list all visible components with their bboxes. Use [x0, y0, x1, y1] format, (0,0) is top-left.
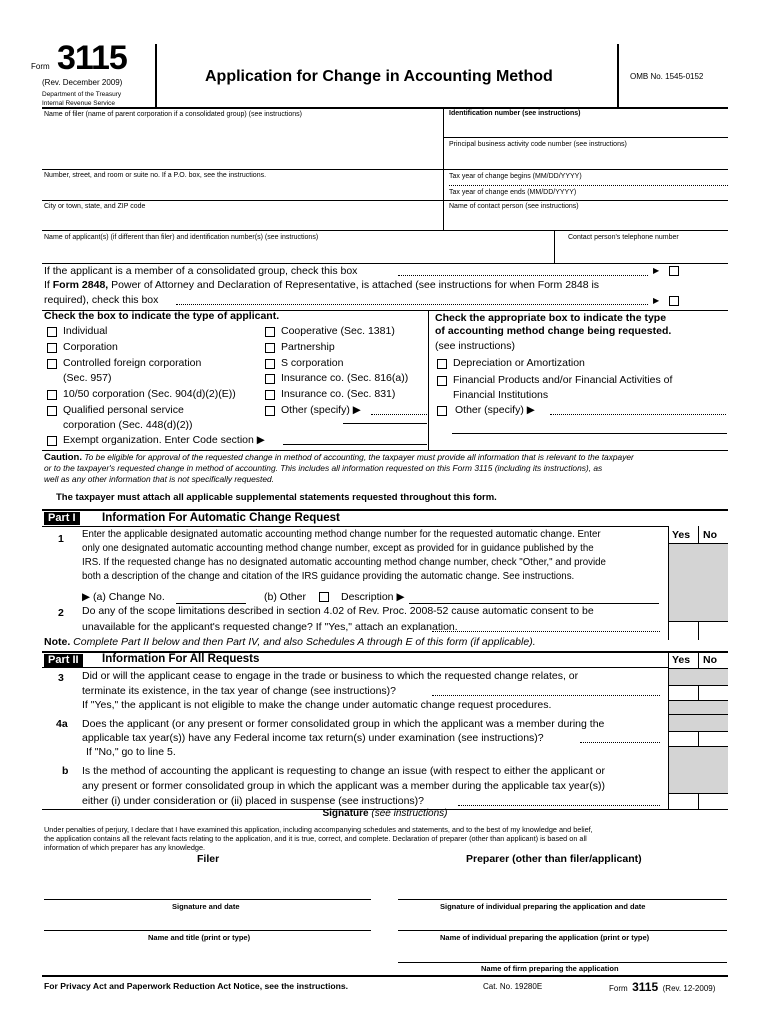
- form2848-text: If Form 2848, Power of Attorney and Declaration of Representative, is attached (see instructions for when Form 2848 is: [44, 279, 600, 291]
- corporation-checkbox[interactable]: [47, 343, 57, 353]
- contact-name-field[interactable]: [449, 212, 727, 230]
- individual-checkbox[interactable]: [47, 327, 57, 337]
- q4a-number: 4a: [56, 718, 68, 730]
- q3-number: 3: [58, 672, 64, 684]
- contact-phone-field[interactable]: [560, 243, 726, 261]
- cfc-sec-label: (Sec. 957): [63, 372, 112, 384]
- change-type-heading2: of accounting method change being requested.: [435, 325, 672, 337]
- part2-label: Part II: [44, 654, 83, 667]
- id-number-field[interactable]: [449, 120, 727, 136]
- exempt-org-label: Exempt organization. Enter Code section ▶: [63, 434, 265, 446]
- q4b-no-box[interactable]: [699, 794, 728, 809]
- name-title-label: Name and title (print or type): [148, 933, 251, 942]
- tax-year-ends-label: Tax year of change ends (MM/DD/YYYY): [449, 189, 577, 196]
- preparer-heading: Preparer (other than filer/applicant): [466, 853, 642, 865]
- perjury-line3: information of which preparer has any knowledge.: [44, 843, 206, 852]
- perjury-line1: Under penalties of perjury, I declare that I have examined this application, including accompanying schedules and statements, and to the best of my knowledge and belief,: [44, 825, 593, 834]
- qps-checkbox[interactable]: [47, 406, 57, 416]
- q4a-line3: If "No," go to line 5.: [86, 746, 176, 758]
- q4b-yes-box[interactable]: [669, 794, 698, 809]
- city-field[interactable]: [44, 212, 442, 230]
- q4b-number: b: [62, 765, 69, 777]
- depreciation-checkbox[interactable]: [437, 359, 447, 369]
- street-label: Number, street, and room or suite no. If a P.O. box, see the instructions.: [44, 172, 267, 179]
- q1-other-label: (b) Other: [264, 591, 307, 603]
- q1-description-label: Description ▶: [341, 591, 405, 603]
- consolidated-text: If the applicant is a member of a consolidated group, check this box: [44, 265, 358, 277]
- signature-heading: Signature (see instructions): [322, 808, 448, 819]
- description-field[interactable]: [409, 590, 659, 603]
- q3-yes-box[interactable]: [669, 686, 698, 700]
- cfc-label: Controlled foreign corporation: [63, 357, 202, 369]
- q4b-line1: Is the method of accounting the applicant is requesting to change an issue (with respect to either the applicant or: [82, 765, 605, 777]
- insurance-816-checkbox[interactable]: [265, 374, 275, 384]
- sig-date-label: Signature and date: [172, 902, 240, 911]
- caution-text: Caution. To be eligible for approval of the requested change in method of accounting, the taxpayer must provide all information that is relevant to the taxpayer: [44, 452, 634, 463]
- part2-no: No: [703, 654, 717, 666]
- revision-date: (Rev. December 2009): [42, 78, 123, 87]
- preparer-name-field[interactable]: [398, 911, 727, 929]
- q1-change-no-label: ▶ (a) Change No.: [82, 591, 165, 603]
- q3-line2: terminate its existence, in the tax year of change (see instructions)?: [82, 685, 396, 697]
- q4b-line2: any present or former consolidated group in which the applicant was a member during the applicable tax year(s)): [82, 780, 605, 792]
- s-corp-checkbox[interactable]: [265, 359, 275, 369]
- form2848-arrow: ▶: [653, 296, 660, 305]
- consolidated-checkbox[interactable]: [669, 266, 679, 276]
- firm-label: Name of firm preparing the application: [481, 964, 619, 973]
- other-change-label: Other (specify) ▶: [455, 404, 535, 416]
- part1-title: Information For Automatic Change Request: [102, 512, 340, 524]
- contact-phone-label: Contact person's telephone number: [568, 234, 679, 241]
- id-number-label: Identification number (see instructions): [449, 110, 581, 117]
- q1-other-checkbox[interactable]: [319, 592, 329, 602]
- q4b-line3: either (i) under consideration or (ii) placed in suspense (see instructions)?: [82, 795, 424, 807]
- form-number: 3115: [57, 39, 127, 77]
- insurance-831-label: Insurance co. (Sec. 831): [281, 388, 396, 400]
- applicant-name-label: Name of applicant(s) (if different than filer) and identification number(s) (see instructions): [44, 234, 319, 241]
- form2848-text-line2: required), check this box: [44, 294, 159, 306]
- q2-line1: Do any of the scope limitations described in section 4.02 of Rev. Proc. 2008-52 cause automatic consent to be: [82, 605, 594, 617]
- q1-line3: IRS. If the requested change has no designated automatic accounting method change number, check "Other," and provide: [82, 557, 606, 568]
- part1-yes: Yes: [672, 529, 691, 541]
- street-field[interactable]: [44, 181, 442, 199]
- privacy-notice: For Privacy Act and Paperwork Reduction Act Notice, see the instructions.: [44, 981, 349, 991]
- exempt-code-field[interactable]: [283, 432, 427, 444]
- principal-code-label: Principal business activity code number (see instructions): [449, 141, 627, 148]
- qps-sec-label: corporation (Sec. 448(d)(2)): [63, 419, 193, 431]
- q2-no-box[interactable]: [699, 622, 728, 639]
- q3-no-box[interactable]: [699, 686, 728, 700]
- other-type-label: Other (specify) ▶: [281, 404, 361, 416]
- caution-line3: well as any other information that is not specifically requested.: [44, 474, 274, 484]
- q4a-line2: applicable tax year(s)) have any Federal income tax return(s) under examination (see instructions)?: [82, 732, 544, 744]
- q2-line2: unavailable for the applicant's requested change? If "Yes," attach an explanation.: [82, 621, 458, 633]
- form-title: Application for Change in Accounting Method: [205, 68, 553, 85]
- q1-line2: only one designated automatic accounting method change number, except as provided for in guidance published by the: [82, 543, 594, 554]
- partnership-label: Partnership: [281, 341, 335, 353]
- financial-institutions-label: Financial Institutions: [453, 389, 549, 401]
- note-text: Note. Complete Part II below and then Part IV, and also Schedules A through E of this form (if applicable).: [44, 636, 536, 648]
- filer-name-field[interactable]: [44, 120, 442, 168]
- q1-line4: both a description of the change and citation of the IRS guidance providing the automatic change. See instructions.: [82, 571, 575, 582]
- part1-no: No: [703, 529, 717, 541]
- part2-title: Information For All Requests: [102, 653, 260, 665]
- principal-code-field[interactable]: [449, 151, 727, 167]
- caution-line2: or to the taxpayer's requested change in method of accounting. This includes all information requested on this Form 3115 (including its instructions), as: [44, 463, 603, 473]
- other-type-checkbox[interactable]: [265, 406, 275, 416]
- q3-line3: If "Yes," the applicant is not eligible to make the change under automatic change request procedures.: [82, 699, 552, 711]
- partnership-checkbox[interactable]: [265, 343, 275, 353]
- caution-line4: The taxpayer must attach all applicable supplemental statements requested throughout this form.: [56, 492, 497, 503]
- firm-name-field[interactable]: [398, 943, 727, 961]
- filer-name-title-field[interactable]: [44, 911, 371, 929]
- tax-year-begins-label: Tax year of change begins (MM/DD/YYYY): [449, 173, 582, 180]
- footer-form-id: Form 3115 (Rev. 12-2009): [609, 980, 716, 994]
- financial-products-label: Financial Products and/or Financial Activities of: [453, 374, 673, 386]
- filer-signature-field[interactable]: [44, 880, 371, 898]
- agency: Internal Revenue Service: [42, 100, 115, 107]
- applicant-name-field[interactable]: [44, 243, 552, 261]
- omb-number: OMB No. 1545-0152: [630, 72, 704, 81]
- cfc-checkbox[interactable]: [47, 359, 57, 369]
- city-label: City or town, state, and ZIP code: [44, 203, 146, 210]
- cat-number: Cat. No. 19280E: [483, 982, 543, 991]
- q3-line1: Did or will the applicant cease to engage in the trade or business to which the requested change relates, or: [82, 670, 579, 682]
- name-preparer-label: Name of individual preparing the application (print or type): [440, 933, 650, 942]
- department: Department of the Treasury: [42, 91, 122, 98]
- q1-number: 1: [58, 533, 64, 545]
- part2-yes: Yes: [672, 654, 691, 666]
- sig-preparer-label: Signature of individual preparing the application and date: [440, 902, 646, 911]
- q2-yes-box[interactable]: [669, 622, 698, 639]
- other-change-checkbox[interactable]: [437, 406, 447, 416]
- insurance-816-label: Insurance co. (Sec. 816(a)): [281, 372, 409, 384]
- perjury-line2: the application contains all the relevant facts relating to the application, and it is true, correct, and complete. Declaration of preparer (other than applicant) is based on all: [44, 834, 587, 843]
- other-type-field[interactable]: [371, 402, 427, 414]
- exempt-org-checkbox[interactable]: [47, 436, 57, 446]
- cooperative-label: Cooperative (Sec. 1381): [281, 325, 395, 337]
- change-no-field[interactable]: [176, 590, 246, 603]
- consolidated-arrow: ▶: [653, 266, 660, 275]
- depreciation-label: Depreciation or Amortization: [453, 357, 585, 369]
- q4a-no-box[interactable]: [699, 732, 728, 746]
- 1050-corp-checkbox[interactable]: [47, 390, 57, 400]
- q4a-line1: Does the applicant (or any present or former consolidated group in which the applicant was a member during the: [82, 718, 605, 730]
- corporation-label: Corporation: [63, 341, 118, 353]
- contact-name-label: Name of contact person (see instructions): [449, 203, 579, 210]
- preparer-signature-field[interactable]: [398, 880, 727, 898]
- applicant-type-heading: Check the box to indicate the type of applicant.: [44, 310, 280, 322]
- change-type-heading1: Check the appropriate box to indicate the type: [435, 312, 667, 324]
- part1-label: Part I: [44, 512, 80, 525]
- individual-label: Individual: [63, 325, 108, 337]
- q2-number: 2: [58, 607, 64, 619]
- filer-name-label: Name of filer (name of parent corporation if a consolidated group) (see instructions): [44, 111, 302, 118]
- s-corp-label: S corporation: [281, 357, 344, 369]
- 1050-corp-label: 10/50 corporation (Sec. 904(d)(2)(E)): [63, 388, 236, 400]
- change-type-sub: (see instructions): [435, 340, 515, 352]
- financial-products-checkbox[interactable]: [437, 376, 447, 386]
- qps-label: Qualified personal service: [63, 404, 184, 416]
- cooperative-checkbox[interactable]: [265, 327, 275, 337]
- insurance-831-checkbox[interactable]: [265, 390, 275, 400]
- other-change-field[interactable]: [550, 402, 726, 414]
- form-word: Form: [31, 62, 50, 71]
- filer-heading: Filer: [197, 853, 220, 865]
- q1-line1: Enter the applicable designated automatic accounting method change number for the requested automatic change. Enter: [82, 529, 601, 540]
- q4a-yes-box[interactable]: [669, 732, 698, 746]
- form2848-checkbox[interactable]: [669, 296, 679, 306]
